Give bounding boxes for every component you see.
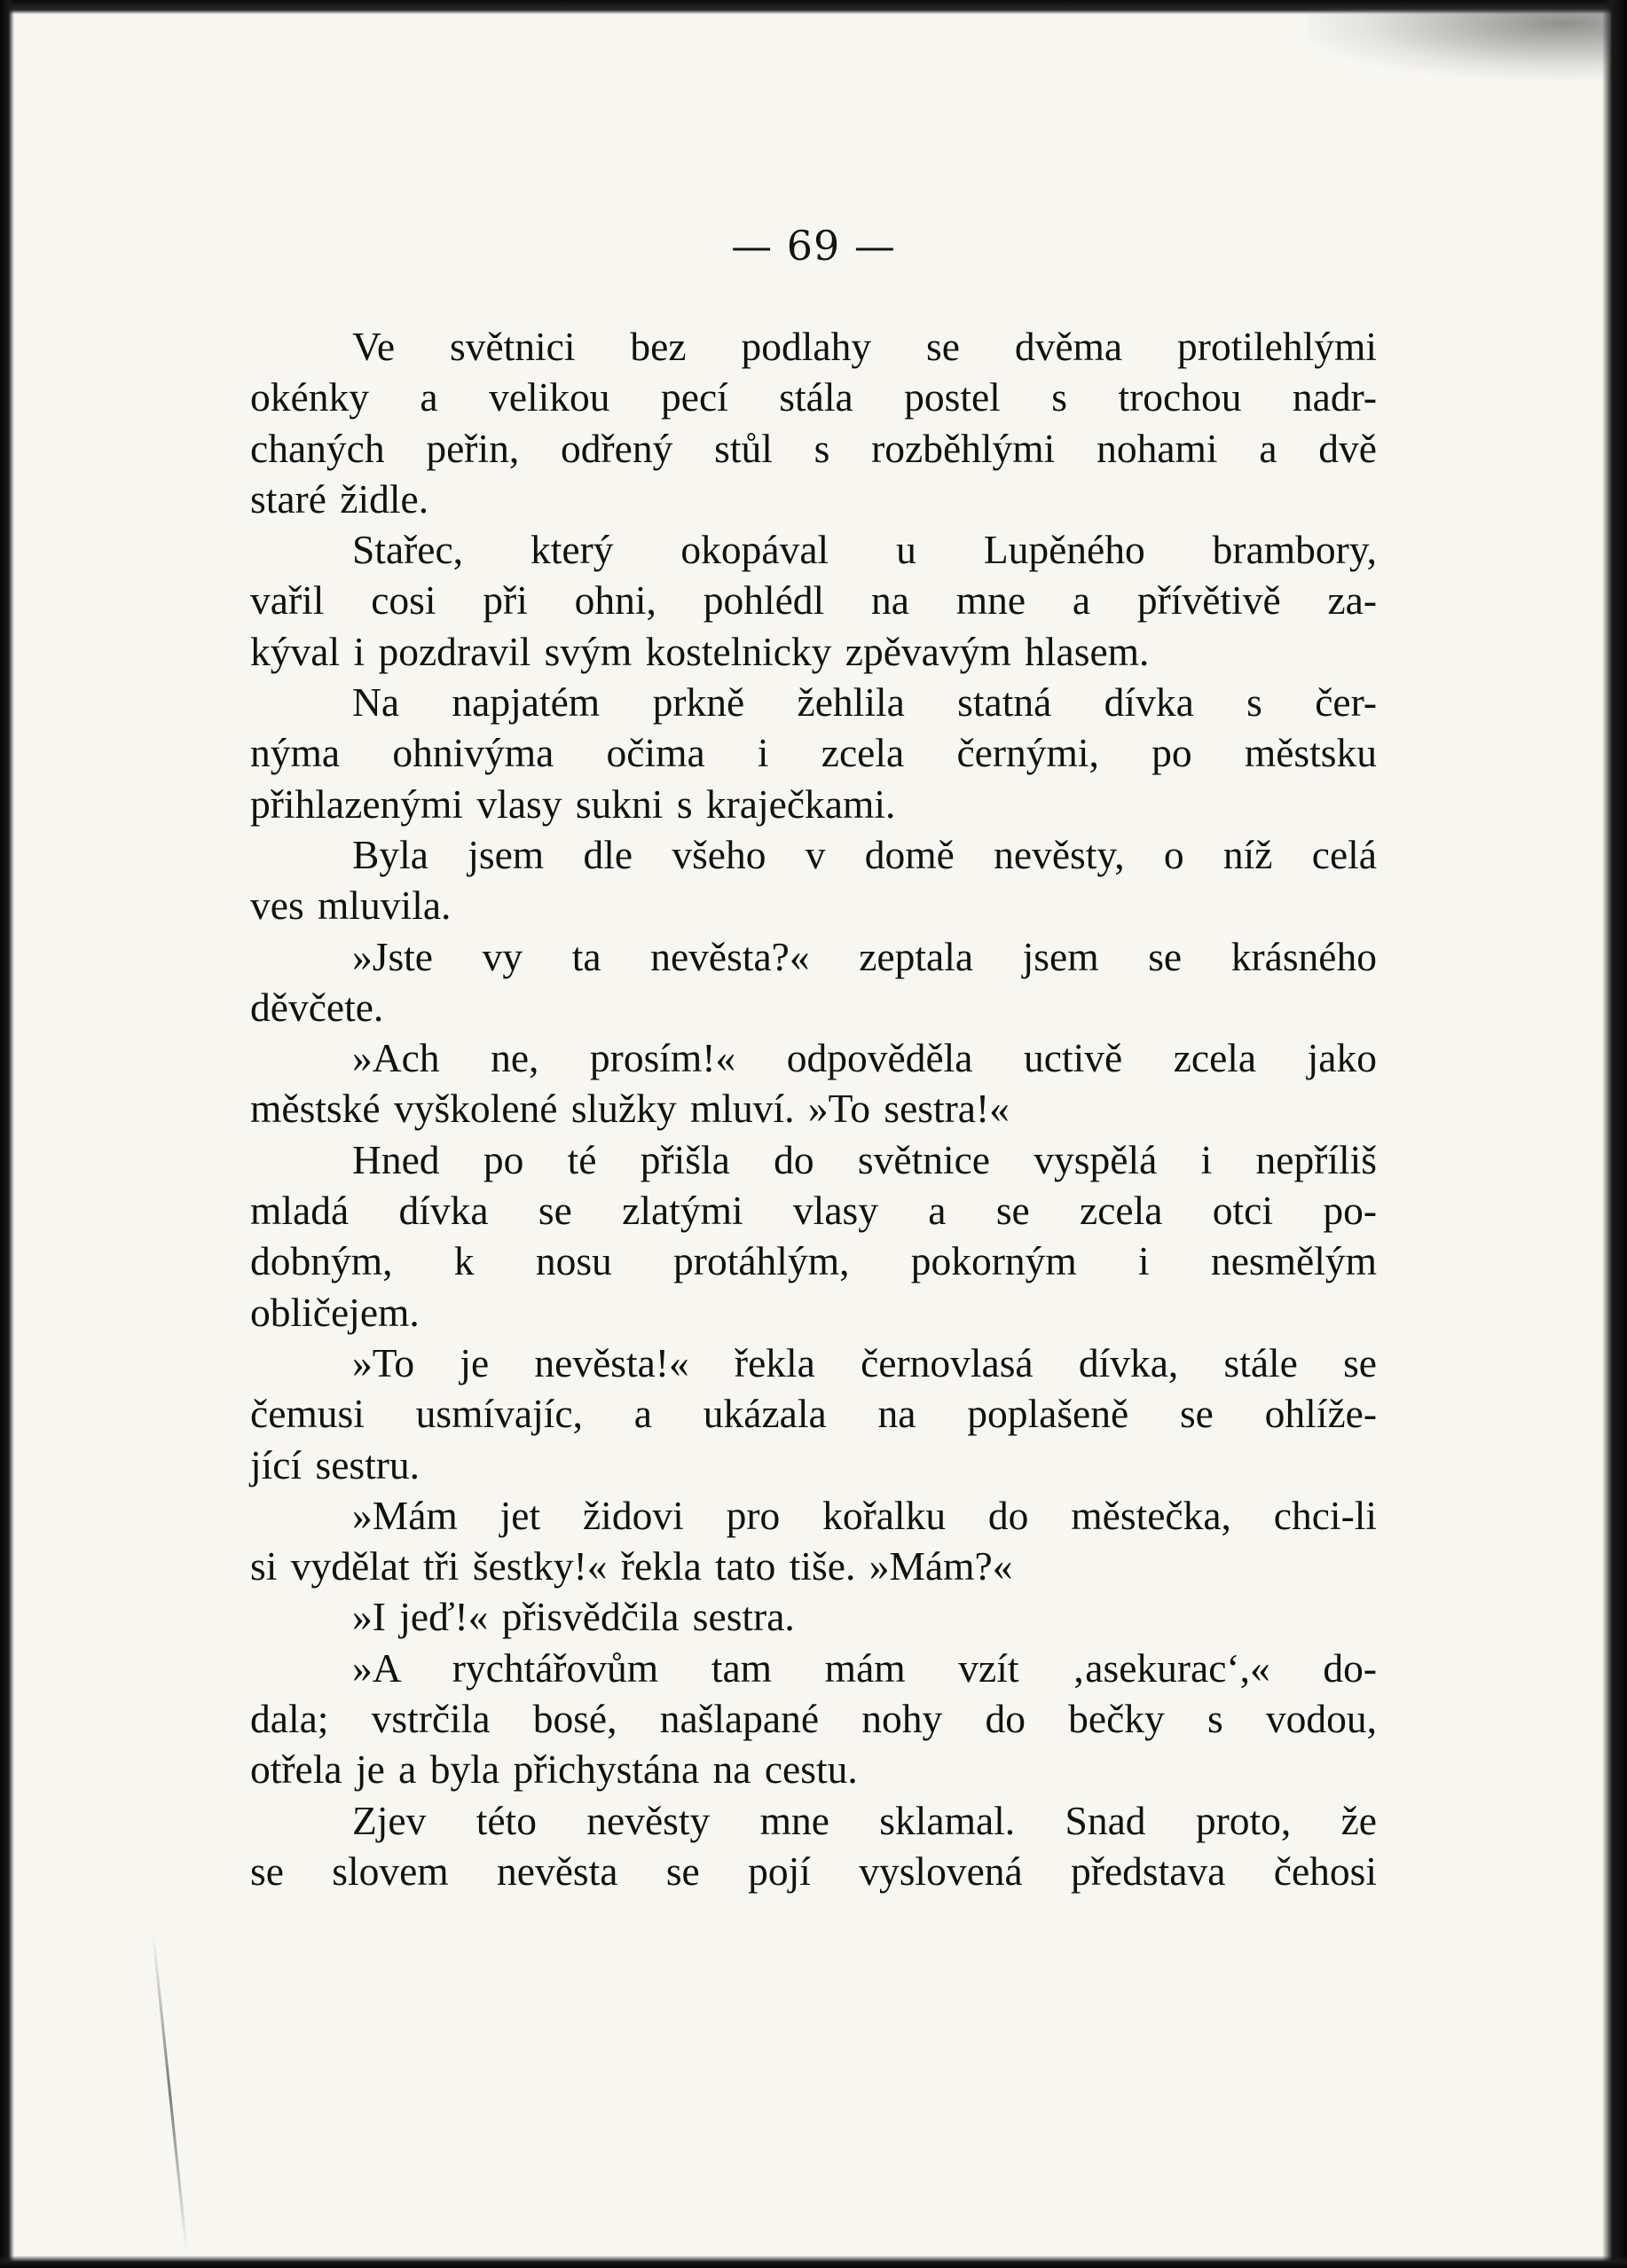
scan-border-left: [0, 0, 14, 2268]
text-line: nýma ohnivýma očima i zcela černými, po městsku: [250, 730, 1377, 776]
text-line: staré židle.: [250, 475, 429, 522]
text-line: Zjev této nevěsty mne sklamal. Snad proto, že: [352, 1797, 1377, 1843]
text-line: Hned po té přišla do světnice vyspělá i nepříliš: [352, 1136, 1377, 1182]
text-line: »Jste vy ta nevěsta?« zeptala jsem se krásného: [352, 933, 1377, 979]
text-line: čemusi usmívajíc, a ukázala na poplašeně se ohlíže-: [250, 1391, 1377, 1437]
text-line: přihlazenými vlasy sukni s kraječkami.: [250, 781, 896, 827]
text-line: si vydělat tři šestky!« řekla tato tiše. »Mám?«: [250, 1543, 1013, 1589]
text-line: »To je nevěsta!« řekla černovlasá dívka, stále se: [352, 1339, 1377, 1385]
scan-crease: [152, 1934, 188, 2252]
text-line: vařil cosi při ohni, pohlédl na mne a přívětivě za-: [250, 577, 1377, 624]
text-line: Ve světnici bez podlahy se dvěma protilehlými: [352, 324, 1377, 369]
text-line: dobným, k nosu protáhlým, pokorným i nesmělým: [250, 1238, 1377, 1284]
text-line: Na napjatém prkně žehlila statná dívka s čer-: [352, 679, 1377, 726]
page-number: — 69 —: [731, 222, 896, 270]
text-line: dala; vstrčila bosé, našlapané nohy do bečky s vodou,: [250, 1696, 1377, 1742]
text-line: Stařec, který okopával u Lupěného brambory,: [352, 527, 1377, 573]
text-line: ves mluvila.: [250, 883, 452, 929]
body-text: [250, 321, 1377, 1896]
text-line: »A rychtářovům tam mám vzít ‚asekurac‘,« do-: [352, 1644, 1377, 1691]
text-line: obličejem.: [250, 1289, 420, 1335]
text-line: okénky a velikou pecí stála postel s trochou nadr-: [250, 374, 1377, 420]
text-line: mladá dívka se zlatými vlasy a se zcela otci po-: [250, 1188, 1377, 1234]
text-line: »Ach ne, prosím!« odpověděla uctivě zcela jako: [352, 1035, 1377, 1081]
text-line: Byla jsem dle všeho v domě nevěsty, o níž celá: [352, 831, 1377, 877]
text-line: »I jeď!« přisvědčila sestra.: [352, 1594, 795, 1640]
text-line: se slovem nevěsta se pojí vyslovená představa čehosi: [250, 1848, 1377, 1894]
text-line: otřela je a byla přichystána na cestu.: [250, 1746, 858, 1793]
text-line: »Mám jet židovi pro kořalku do městečka, chci-li: [352, 1492, 1377, 1538]
text-line: děvčete.: [250, 984, 384, 1030]
scan-border-bottom: [0, 2256, 1627, 2268]
text-line: chaných peřin, odřený stůl s rozběhlými nohami a dvě: [250, 425, 1377, 471]
scan-smudge: [1308, 9, 1609, 80]
text-line: jící sestru.: [250, 1441, 421, 1487]
text-line: kýval i pozdravil svým kostelnicky zpěvavým hlasem.: [250, 628, 1150, 674]
text-line: městské vyškolené služky mluví. »To sestra!«: [250, 1086, 1010, 1132]
scan-border-right: [1602, 0, 1627, 2268]
